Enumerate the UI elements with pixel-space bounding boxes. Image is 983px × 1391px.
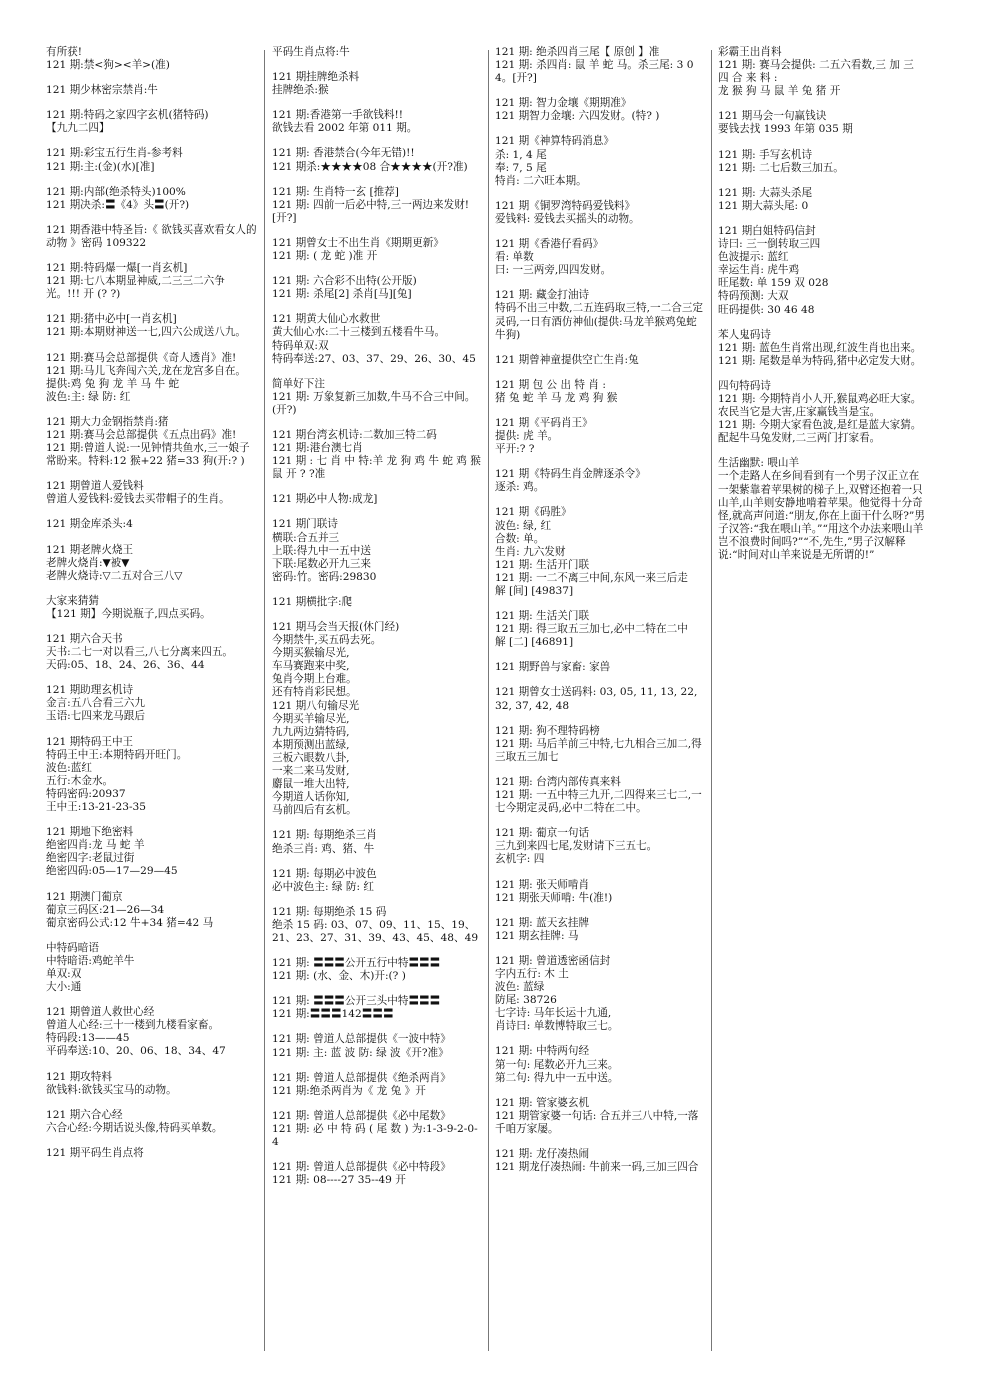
text-line: 121 期曾道人救世心经	[46, 1006, 155, 1019]
text-line: 121 期:主:(金)(水)[准]	[46, 160, 155, 173]
text-line: 五行:木金水。	[46, 774, 114, 787]
text-line: 121 期决杀:〓《4》头〓(开?)	[46, 198, 190, 211]
text-line: 波色:主: 绿 防: 红	[46, 390, 131, 403]
text-line: 平码奉送:10、20、06、18、34、47	[46, 1045, 226, 1058]
text-line: 特码密码:20937	[46, 787, 126, 800]
text-line: 要钱去找 1993 年第 035 期	[718, 123, 853, 136]
text-line: 121 期: 曾道人总部提供《必中尾数》	[272, 1109, 451, 1122]
column-3	[495, 46, 703, 1186]
text-line: 121 期:内部(绝杀特头)100%	[46, 185, 186, 198]
text-line: 121 期挂牌绝杀料	[272, 71, 360, 84]
text-block	[495, 135, 703, 187]
text-line: 121 期六合天书	[46, 633, 123, 645]
text-line: 三板六眼数八卦,	[272, 751, 350, 764]
text-line: 麝鼠一堆大出特,	[272, 778, 350, 791]
text-line: 简单好下注	[272, 377, 325, 390]
text-line: 平开:? ?	[495, 443, 535, 456]
text-line: 苯人鬼码诗	[718, 328, 771, 341]
text-block	[272, 378, 482, 417]
text-line: 121 期: 六合彩不出特(公开版)	[272, 275, 417, 288]
text-line: 121 期: 〓〓〓公开五行中特〓〓〓	[272, 957, 441, 970]
text-line: 121 期: 管家婆玄机	[495, 1096, 590, 1109]
text-block	[495, 238, 703, 277]
text-line: 121 期《码胜》	[495, 506, 572, 519]
text-line: 121 期门联诗	[272, 518, 338, 531]
text-block	[718, 329, 926, 368]
text-line: 绝杀 15 码: 03、07、09、11、15、19、21、23、27、31、39、43、45、48、49	[272, 918, 479, 944]
text-block	[272, 1110, 482, 1149]
text-line: 121 期: 香港禁合(今年无错)!!	[272, 147, 415, 160]
text-line: 121 期: 必 中 特 码 ( 尾 数 ) 为:1-3-9-2-0-4	[272, 1122, 478, 1148]
text-line: 121 期: 张天师啃肖	[495, 878, 590, 891]
text-line: 曰: 一三两旁,四四发财。	[495, 264, 612, 277]
text-line: 121 期管家婆一句话: 合五并三八中特,一落千咱万家屡。	[495, 1109, 699, 1135]
text-line: 121 期:马儿飞奔闯六关,龙在龙宫多自在。	[46, 364, 247, 377]
text-line: 121 期: 蓝天玄挂牌	[495, 916, 590, 929]
column-divider	[711, 50, 712, 1351]
text-line: 今期买猴输尽光,	[272, 647, 350, 660]
text-line: 九九两边猜特码,	[272, 725, 350, 738]
text-line: 121 期: 赛马会提供: 二五六看数,三 加 三 四 合 来 料 :	[718, 59, 914, 85]
text-line: 绝杀三肖: 鸡、猪、牛	[272, 842, 375, 855]
text-line: 121 期: 主: 蓝 波 防: 绿 波《开?准》	[272, 1046, 449, 1059]
text-line: 一来二来马发财,	[272, 765, 350, 778]
text-line: 解 [二] [46891]	[495, 636, 574, 649]
text-line: 第二句: 得九中一五中送。	[495, 1071, 619, 1084]
text-block	[46, 352, 258, 404]
text-line: 121 期:特码之家四字玄机(猪特码)	[46, 109, 209, 122]
text-block	[495, 1148, 703, 1174]
text-block	[272, 1072, 482, 1098]
text-line: 逐杀: 鸡。	[495, 481, 545, 494]
text-line: 中特码暗语	[46, 941, 99, 954]
text-line: 老牌火烧诗:▽二五对合三八▽	[46, 569, 183, 582]
text-block	[495, 917, 703, 943]
text-line: 121 期特码王中王	[46, 735, 134, 748]
text-block	[46, 1109, 258, 1135]
text-block	[272, 995, 482, 1021]
text-line: 生活幽默: 喂山羊	[718, 457, 800, 470]
text-line: 特码单双:双	[272, 339, 329, 352]
text-line: 121 期: 得三取五三加七,必中二特在二中	[495, 623, 688, 636]
text-line: 下联:尾数必开九三来	[272, 557, 371, 570]
text-block	[46, 1147, 258, 1160]
text-block	[495, 354, 703, 367]
text-block	[46, 416, 258, 468]
text-block	[495, 379, 703, 405]
text-line: 121 期智力金壤: 六四发财。(特? )	[495, 110, 660, 123]
text-line: 121 期: 智力金壤《期期准》	[495, 97, 632, 110]
text-block	[272, 957, 482, 983]
text-line: 121 期: 蓝色生肖常出现,红波生肖也出来。	[718, 341, 922, 354]
text-line: 121 期:本期财神送一七,四六公成送八九。	[46, 326, 247, 339]
text-line: 奉: 7, 5 尾	[495, 161, 547, 174]
text-block	[495, 417, 703, 456]
text-block	[718, 187, 926, 213]
text-block	[495, 776, 703, 815]
text-block	[495, 468, 703, 494]
text-line: 旺码提供: 30 46 48	[718, 303, 815, 316]
text-line: 121 期助理玄机诗	[46, 684, 134, 697]
text-line: 天码:05、18、24、26、36、44	[46, 659, 205, 672]
text-block	[718, 110, 926, 136]
text-line: 121 期 : 七 肖 中 特:羊 龙 狗 鸡 牛 蛇 鸡 猴 鼠 开 ? ?准	[272, 455, 481, 481]
text-line: 121 期曾神童提供空亡生肖:兔	[495, 353, 639, 366]
text-line: 有所获!	[46, 46, 83, 58]
text-line: 今期道人话你知,	[272, 791, 350, 804]
text-line: 121 期老牌火烧王	[46, 543, 134, 556]
text-line: 提供:鸡 兔 狗 龙 羊 马 牛 蛇	[46, 377, 180, 390]
text-block	[46, 826, 258, 878]
text-line: 121 期攻特料	[46, 1070, 112, 1083]
text-block	[272, 1161, 482, 1187]
text-line: 121 期:绝杀两肖为《 龙 兔 》开	[272, 1084, 426, 1097]
text-block	[272, 275, 482, 301]
text-line: 121 期: 今期特肖小人开,猴鼠鸡必旺大家。农民当它是大害,庄家赢钱当是宝。	[718, 392, 922, 419]
text-block	[718, 225, 926, 317]
text-line: 幸运生肖: 虎牛鸡	[718, 264, 800, 277]
text-line: 特肖: 二六旺本期。	[495, 174, 587, 187]
text-line: 121 期八句输尽光	[272, 699, 360, 712]
text-line: 单双:双	[46, 967, 82, 980]
text-line: 葡京密码公式:12 牛+34 猪=42 马	[46, 916, 214, 929]
text-line: 121 期: 生肖特一玄 [推荐]	[272, 185, 399, 198]
text-line: 挂牌绝杀:猴	[272, 84, 329, 97]
text-line: 121 期: 葡京一句话	[495, 827, 590, 840]
text-block	[46, 595, 258, 621]
text-line: 防尾: 38726	[495, 994, 557, 1007]
text-line: 爱钱料: 爱钱去买摇头的动物。	[495, 212, 640, 225]
text-line: 六合心经:今期话说头像,特码买单数。	[46, 1121, 223, 1134]
column-2	[272, 46, 482, 1199]
text-block	[718, 380, 926, 445]
text-block	[46, 313, 258, 339]
text-block	[495, 686, 703, 712]
text-block	[272, 237, 482, 263]
text-block	[46, 544, 258, 583]
text-line: 121 期澳门葡京	[46, 890, 123, 903]
text-line: 121 期: 今期大家看色波,是红是蓝大家猜。配起牛马兔发财,二三两门打家看。	[718, 419, 922, 445]
text-block	[272, 71, 482, 97]
text-line: 大小:通	[46, 981, 82, 994]
text-block	[272, 1033, 482, 1059]
text-line: 121 期: ( 龙 蛇 )准 开	[272, 250, 378, 263]
text-line: 121 期: 狗不理特码榜	[495, 724, 600, 737]
text-block	[46, 684, 258, 723]
text-line: 121 期平码生肖点将	[46, 1146, 144, 1159]
text-block	[495, 506, 703, 598]
text-line: 大家来猜猜	[46, 594, 99, 607]
text-line: 121 期:赛马会总部提供《五点出码》准!	[46, 428, 237, 441]
text-block	[46, 84, 258, 97]
text-line: 121 期:赛马会总部提供《奇人透肖》准!	[46, 351, 237, 364]
text-line: 一个走路人在乡间看到有一个男子汉正立在一架紫靠着苹果树的梯子上,双臂还抱着一只山羊,山羊则安静地啃着苹果。他觉得十分奇怪,就高声问道:“朋友,你在上面干什么呀?”男子汉答:“我在喂山羊。”“用这个办法来喂山羊岂不浪费时间吗?”“不,先生,”男子汉解释说:“时间对山羊来说是无所谓的!”	[718, 470, 925, 561]
text-line: 杀: 1, 4 尾	[495, 148, 547, 161]
text-line: 121 期: 曾道人总部提供《绝杀两肖》	[272, 1071, 451, 1084]
text-line: 诗曰: 三一倒转取三四	[718, 238, 821, 251]
text-line: 波色:蓝红	[46, 761, 92, 774]
text-line: 121 期龙仔凑热闹: 牛前来一码,三加三四合	[495, 1161, 699, 1174]
text-line: 121 期: 大蒜头杀尾	[718, 186, 813, 199]
text-line: 色波提示: 蓝红	[718, 251, 789, 264]
text-block	[46, 1071, 258, 1097]
text-block	[46, 46, 258, 72]
text-line: 【九九二四】	[46, 122, 110, 135]
text-line: 121 期: 每期绝杀三肖	[272, 829, 377, 842]
text-line: 121 期: 杀尾[2] 杀肖[马][兔]	[272, 288, 412, 301]
text-line: 本期预测出蓝绿,	[272, 738, 350, 751]
text-line: 121 期曾女士送码料: 03, 05, 11, 13, 22, 32, 37, 42, 48	[495, 686, 698, 712]
text-block	[495, 1045, 703, 1084]
text-line: 121 期:曾道人说:一见钟情共鱼水,三一娘子常盼来。特料:12 猴+22 猪=33 狗(开:? )	[46, 442, 250, 468]
text-block	[272, 429, 482, 481]
text-block	[272, 596, 482, 609]
text-line: 第一句: 尾数必开九三来。	[495, 1058, 619, 1071]
text-line: 121 期台湾玄机诗:二数加三特二码	[272, 428, 437, 441]
text-line: 121 期:特码爆一爆[一肖玄机]	[46, 262, 188, 275]
text-line: 特码预测: 大双	[718, 290, 789, 303]
text-line: 上联:得九中一五中送	[272, 544, 371, 557]
text-line: 121 期六合心经	[46, 1108, 123, 1121]
text-block	[46, 633, 258, 672]
text-line: 生肖: 九六发财	[495, 545, 566, 558]
text-line: 特码不出三中数,二五连码取三特,一二合三定灵码,一日有酒仿神仙(提供:马龙羊猴鸡兔蛇牛狗)	[495, 302, 704, 341]
text-line: 121 期地下绝密料	[46, 826, 134, 839]
text-block	[495, 879, 703, 905]
text-block	[46, 224, 258, 250]
text-line: 121 期: 龙仔凑热闹	[495, 1148, 590, 1160]
text-block	[46, 1006, 258, 1058]
text-line: 121 期: 每期必中波色	[272, 867, 377, 880]
text-line: 猪 兔 蛇 羊 马 龙 鸡 狗 猴	[495, 391, 618, 404]
text-line: 横联:合五并三	[272, 531, 340, 544]
text-line: 彩霸王出肖料	[718, 46, 782, 58]
text-line: 121 期: 万象复新三加数,牛马不合三中间。(开?)	[272, 390, 476, 416]
text-line: 121 期:禁<狗><羊>(准)	[46, 59, 170, 72]
text-line: 121 期:〓〓〓142〓〓〓	[272, 1008, 394, 1021]
text-block	[718, 149, 926, 175]
text-line: 四句特码诗	[718, 379, 771, 392]
text-line: 必中波色主: 绿 防: 红	[272, 880, 374, 893]
text-block	[272, 109, 482, 135]
text-block	[718, 46, 926, 98]
text-line: 绝密四肖:龙 马 蛇 羊	[46, 839, 145, 852]
text-block	[46, 147, 258, 173]
text-line: 121 期: (水、金、木)开:(? )	[272, 970, 406, 983]
text-line: 121 期金库杀头:4	[46, 518, 133, 531]
text-line: 还有特肖彩民想。	[272, 686, 357, 699]
text-block	[272, 906, 482, 945]
text-block	[272, 518, 482, 583]
text-line: 121 期《香港仔看码》	[495, 238, 604, 251]
text-line: 121 期大力金钢指禁肖:猪	[46, 415, 169, 428]
text-block	[495, 289, 703, 341]
text-line: 121 期: 马后羊前三中特,七九相合三加二,得三取五三加七	[495, 737, 702, 763]
column-4	[718, 46, 926, 574]
text-line: 王中王:13-21-23-35	[46, 801, 147, 814]
text-line: 121 期: 每期绝杀 15 码	[272, 905, 387, 918]
text-line: 121 期: 08----27 35--49 开	[272, 1174, 406, 1187]
text-line: 121 期杀:★★★★08 合★★★★(开?准)	[272, 160, 468, 173]
text-line: 七字诗: 马年长运十九通,	[495, 1007, 612, 1020]
text-block	[272, 313, 482, 365]
text-block	[495, 661, 703, 674]
text-block	[272, 186, 482, 225]
text-line: 121 期张天师啃: 牛(准!)	[495, 891, 613, 904]
text-line: 特码段:13——45	[46, 1032, 130, 1045]
text-line: 老牌火烧肖:▼被▼	[46, 556, 130, 569]
text-line: 121 期少林密宗禁肖:牛	[46, 84, 158, 97]
column-divider	[264, 50, 265, 1351]
text-line: 平码生肖点将:牛	[272, 46, 350, 58]
text-line: 121 期: 曾道透密函信封	[495, 954, 611, 967]
text-line: 121 期: 杀四肖: 鼠 羊 蛇 马。杀三尾: 3 0 4。[开?]	[495, 59, 694, 85]
text-line: 121 期曾女士不出生肖《期期更新》	[272, 236, 444, 249]
text-block	[495, 955, 703, 1034]
text-line: 121 期: 绝杀四肖三尾【 原创 】准	[495, 46, 660, 58]
text-line: 绝密四字:老鼠过街	[46, 852, 135, 865]
text-line: 121 期:彩宝五行生肖-参考料	[46, 147, 183, 160]
text-line: 解 [间] [49837]	[495, 585, 574, 597]
text-line: 121 期: 一五中特三九开,二四得来三七二,一七今期定灵码,必中二特在二中。	[495, 789, 702, 815]
text-line: 121 期大蒜头尾: 0	[718, 199, 809, 212]
text-block	[272, 621, 482, 817]
text-block	[272, 147, 482, 173]
text-line: 曾道人心经:三十一楼到九楼看家畜。	[46, 1019, 220, 1032]
column-1	[46, 46, 258, 1172]
text-line: 121 期香港中特圣旨:《 欲钱买喜欢看女人的动物 》密码 109322	[46, 223, 257, 249]
text-line: 121 期: 生活开门联	[495, 558, 590, 571]
text-block	[46, 109, 258, 135]
text-line: 121 期《铜罗湾特码爱钱料》	[495, 199, 636, 212]
text-line: 121 期白姐特码信封	[718, 224, 816, 237]
text-line: 121 期:七八本期显神威,二三三二六争光。!!! 开 (? ?)	[46, 275, 225, 301]
text-line: 121 期: 生活关门联	[495, 610, 590, 623]
text-line: 绝密四码:05—17—29—45	[46, 865, 178, 878]
text-line: 车马赛跑来中奖,	[272, 660, 350, 673]
text-line: 【121 期】今期说瓶子,四点买码。	[46, 607, 211, 620]
column-divider	[488, 50, 489, 1351]
text-line: 龙 猴 狗 马 鼠 羊 兔 猪 开	[718, 85, 841, 98]
text-line: 121 期:香港第一手欲钱料!!	[272, 109, 404, 122]
text-line: 121 期: 〓〓〓公开三头中特〓〓〓	[272, 995, 441, 1008]
text-block	[46, 262, 258, 301]
text-block	[495, 46, 703, 85]
text-line: 121 期《神算特码消息》	[495, 135, 614, 148]
text-block	[46, 891, 258, 930]
text-line: 玄机字: 四	[495, 853, 545, 866]
text-line: 121 期: 台湾内部传真来料	[495, 775, 621, 788]
text-line: 121 期 包 公 出 特 肖 :	[495, 378, 606, 391]
text-line: 今期买羊输尽光,	[272, 712, 350, 725]
text-line: 121 期: 二七后数三加五。	[718, 161, 844, 174]
text-line: 121 期: 中特两句经	[495, 1045, 590, 1058]
text-block	[495, 725, 703, 764]
text-line: 121 期马会当天报(休门经)	[272, 621, 400, 633]
text-line: 提供: 虎 羊。	[495, 430, 559, 443]
text-line: 欲钱料:欲钱买宝马的动物。	[46, 1083, 177, 1096]
text-line: 121 期《特码生肖金牌逐杀令》	[495, 468, 646, 481]
text-line: 黄大仙心水:二十三楼到五楼看牛马。	[272, 326, 446, 339]
text-line: 曾道人爱钱料:爱钱去买带帽子的生肖。	[46, 493, 230, 506]
text-line: 121 期: 四前一后必中特,三一两边来发财![开?]	[272, 198, 470, 224]
text-block	[46, 186, 258, 212]
text-block	[46, 942, 258, 994]
text-line: 121 期横批字:爬	[272, 595, 353, 608]
text-line: 兔肖今期上台难。	[272, 673, 357, 686]
text-block	[495, 200, 703, 226]
text-line: 121 期必中人物:成龙]	[272, 493, 378, 506]
text-line: 121 期:猪中必中[一肖玄机]	[46, 313, 177, 326]
text-line: 欲钱去看 2002 年第 011 期。	[272, 122, 418, 135]
text-line: 特码奉送:27、03、37、29、26、30、45	[272, 352, 476, 365]
text-line: 121 期: 藏金打油诗	[495, 289, 590, 302]
text-line: 121 期: 一二不离三中间,东风一来三后走	[495, 571, 688, 584]
text-line: 121 期玄挂牌: 马	[495, 929, 579, 942]
text-line: 中特暗语:鸡蛇羊牛	[46, 954, 135, 967]
text-line: 今期禁牛,买五码去死。	[272, 634, 382, 647]
text-line: 121 期: 曾道人总部提供《一波中特》	[272, 1033, 451, 1046]
text-line: 121 期: 手写玄机诗	[718, 148, 813, 161]
text-block	[718, 457, 926, 562]
text-line: 看: 单数	[495, 251, 534, 264]
text-line: 金言:五八合看三六九	[46, 697, 145, 710]
text-line: 字内五行: 木 土	[495, 967, 569, 980]
text-block	[272, 829, 482, 855]
text-line: 波色: 绿, 红	[495, 519, 552, 532]
text-block	[46, 736, 258, 815]
text-block	[495, 97, 703, 123]
text-line: 121 期:港台澳七肖	[272, 442, 363, 455]
text-block	[495, 610, 703, 649]
text-block	[46, 480, 258, 506]
text-block	[272, 868, 482, 894]
text-line: 121 期黄大仙心水救世	[272, 313, 381, 326]
text-line: 天书:二七一对以看三,八七分离来四五。	[46, 646, 234, 659]
text-line: 121 期马会一句赢钱诀	[718, 110, 827, 123]
text-line: 121 期: 尾数是单为特码,猪中必定发大财。	[718, 354, 922, 367]
text-line: 特码王中王:本期特码开旺门。	[46, 748, 188, 761]
text-line: 合数: 单。	[495, 532, 545, 545]
text-line: 121 期《平码肖王》	[495, 416, 593, 429]
text-line: 121 期野兽与家畜: 家兽	[495, 661, 611, 674]
text-line: 玉语:七四来龙马跟后	[46, 710, 145, 723]
text-line: 马前四后有玄机。	[272, 804, 357, 817]
text-line: 葡京三码区:21—26—34	[46, 903, 165, 916]
text-line: 肖诗曰: 单数博特取三七。	[495, 1020, 619, 1033]
text-line: 波色: 蓝绿	[495, 981, 545, 994]
text-line: 121 期: 曾道人总部提供《必中特段》	[272, 1161, 451, 1174]
text-line: 密码:竹。密码:29830	[272, 570, 377, 583]
text-block	[495, 827, 703, 866]
text-block	[46, 518, 258, 531]
text-line: 三九到来四七尾,发财请下三五七。	[495, 840, 658, 853]
text-block	[495, 1097, 703, 1136]
text-line: 旺尾数: 单 159 双 028	[718, 277, 829, 290]
text-block	[272, 493, 482, 506]
text-line: 121 期曾道人爱钱料	[46, 480, 144, 493]
text-block	[272, 46, 482, 59]
